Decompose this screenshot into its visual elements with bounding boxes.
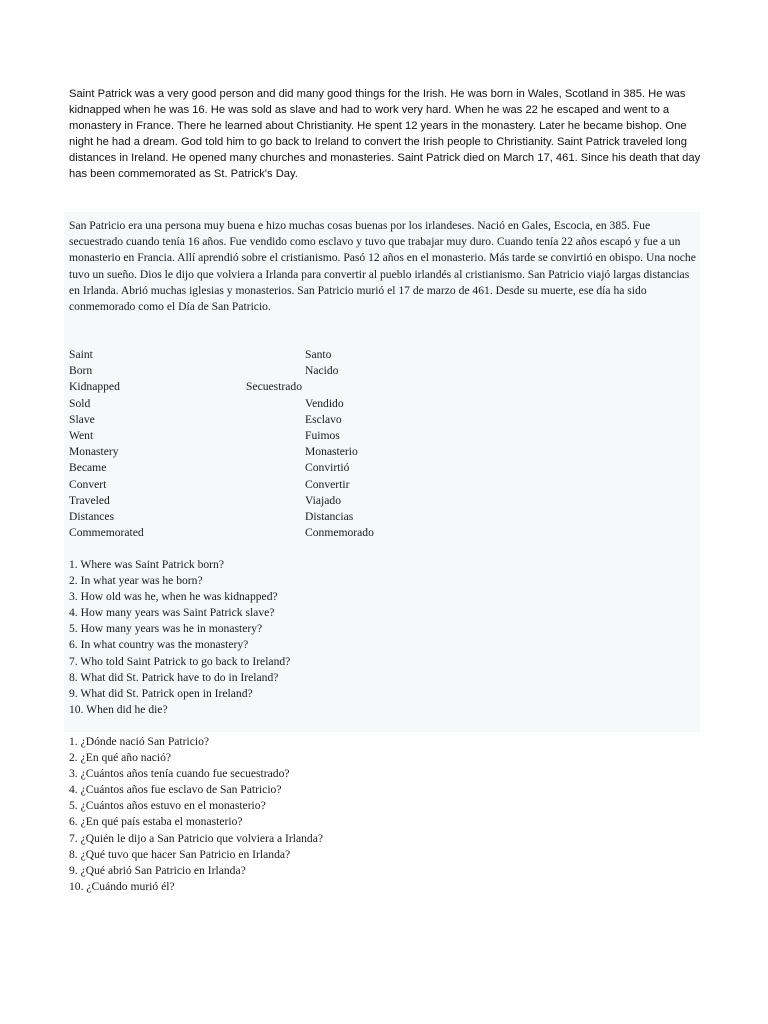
vocab-spanish: Monasterio [305, 445, 358, 459]
vocab-english: Went [69, 428, 94, 442]
question-item: 2. ¿En qué año nació? [69, 751, 172, 765]
vocab-spanish: Distancias [305, 509, 354, 523]
vocab-english: Born [69, 364, 93, 378]
vocab-row [69, 396, 469, 412]
vocab-row [69, 477, 469, 493]
vocab-english: Became [69, 461, 107, 475]
vocab-row [69, 412, 469, 428]
vocab-row [69, 347, 469, 363]
vocab-spanish: Convertir [305, 477, 350, 491]
question-item: 8. What did St. Patrick have to do in Ireland? [69, 670, 279, 684]
vocab-english: Sold [69, 396, 91, 410]
vocab-spanish: Viajado [305, 493, 342, 507]
question-item: 7. Who told Saint Patrick to go back to Ireland? [69, 654, 291, 668]
spanish-paragraph: San Patricio era una persona muy buena e hizo muchas cosas buenas por los irlandeses. Nació en Gales, Escocia, en 385. Fue secuestrado cuando tenía 16 años. Fue vendido como esclavo y tuvo que trabajar muy duro. Cuando tenía 22 años escapó y fue a un monasterio en Francia. Allí aprendió sobre el cristianismo. Pasó 12 años en el monasterio. Más tarde se convirtió en obispo. Una noche tuvo un sueño. Dios le dijo que volviera a Irlanda para convertir al pueblo irlandés al cristianismo. San Patricio viajó largas distancias en Irlanda. Abrió muchas iglesias y monasterios. San Patricio murió el 17 de marzo de 461. Desde su muerte, ese día ha sido conmemorado como el Día de San Patricio. [69, 219, 696, 314]
vocab-row [69, 444, 469, 460]
question-item: 7. ¿Quién le dijo a San Patricio que volviera a Irlanda? [69, 831, 324, 845]
question-item: 10. When did he die? [69, 702, 168, 716]
spanish-questions-list [69, 734, 489, 895]
vocab-spanish: Conmemorado [305, 526, 374, 540]
vocab-row [69, 428, 469, 444]
question-item: 6. In what country was the monastery? [69, 638, 249, 652]
vocab-english: Kidnapped [69, 380, 120, 394]
vocab-english: Slave [69, 412, 95, 426]
question-item: 5. How many years was he in monastery? [69, 622, 263, 636]
vocab-english: Convert [69, 477, 107, 491]
vocab-spanish: Secuestrado [246, 380, 303, 394]
question-item: 10. ¿Cuándo murió él? [69, 879, 175, 893]
question-item: 9. ¿Qué abrió San Patricio en Irlanda? [69, 863, 246, 877]
vocab-english: Saint [69, 348, 93, 361]
question-item: 2. In what year was he born? [69, 574, 203, 588]
vocab-spanish: Esclavo [305, 412, 342, 426]
vocab-row [69, 525, 469, 541]
vocab-spanish: Vendido [305, 396, 344, 410]
question-item: 3. ¿Cuántos años tenía cuando fue secuestrado? [69, 767, 290, 781]
question-item: 3. How old was he, when he was kidnapped? [69, 590, 278, 604]
vocab-english: Monastery [69, 445, 119, 459]
vocab-row [69, 493, 469, 509]
question-item: 1. Where was Saint Patrick born? [69, 558, 224, 571]
vocab-spanish: Nacido [305, 364, 339, 378]
english-questions-list [69, 557, 489, 718]
question-item: 8. ¿Qué tuvo que hacer San Patricio en Irlanda? [69, 847, 291, 861]
vocab-spanish: Fuimos [305, 428, 340, 442]
vocab-english: Distances [69, 509, 115, 523]
vocab-row [69, 379, 469, 395]
vocab-spanish: Santo [305, 348, 332, 361]
question-item: 6. ¿En qué país estaba el monasterio? [69, 815, 243, 829]
vocab-row [69, 363, 469, 379]
vocab-row [69, 460, 469, 476]
vocabulary-list [69, 347, 469, 541]
vocab-spanish: Convirtió [305, 461, 350, 475]
vocab-english: Traveled [69, 493, 110, 507]
question-item: 9. What did St. Patrick open in Ireland? [69, 686, 253, 700]
english-paragraph: Saint Patrick was a very good person and did many good things for the Irish. He was born in Wales, Scotland in 385. He was kidnapped when he was 16. He was sold as slave and had to work very hard. When he was 22 he escaped and went to a monastery in France. There he learned about Christianity. He spent 12 years in the monastery. Later he became bishop. One night he had a dream. God told him to go back to Ireland to convert the Irish people to Christianity. Saint Patrick traveled long distances in Ireland. He opened many churches and monasteries. Saint Patrick died on March 17, 461. Since his death that day has been commemorated as St. Patrick's Day. [69, 88, 701, 181]
question-item: 5. ¿Cuántos años estuvo en el monasterio? [69, 799, 266, 813]
question-item: 1. ¿Dónde nació San Patricio? [69, 735, 210, 748]
question-item: 4. How many years was Saint Patrick slave? [69, 606, 275, 620]
vocab-row [69, 509, 469, 525]
vocab-english: Commemorated [69, 526, 144, 540]
question-item: 4. ¿Cuántos años fue esclavo de San Patricio? [69, 783, 282, 797]
